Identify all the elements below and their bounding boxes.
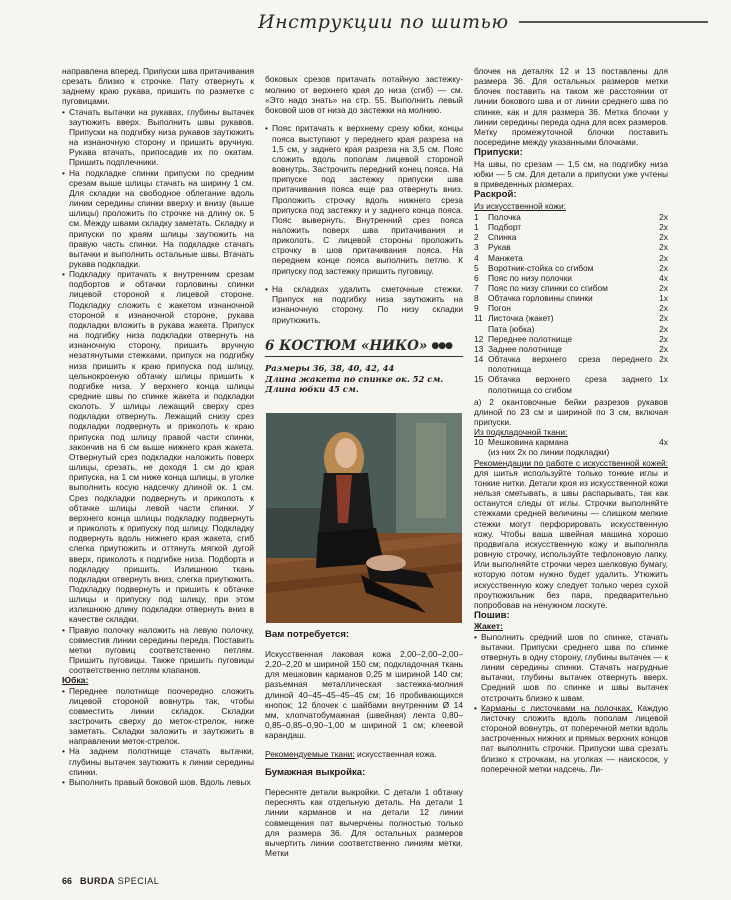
list-item <box>474 242 668 252</box>
item-number: 7 <box>474 282 479 293</box>
item-number: 1 <box>474 211 479 222</box>
header-title: Инструкции по шитью <box>258 11 509 33</box>
paragraph: направлена вперед. Припуски шва притачивания срезать близко к строчке. Пату отвернуть к заднему краю рукава, пришить по разметке с пуговицами. <box>62 66 254 107</box>
column-middle-bottom <box>265 628 463 860</box>
list-item <box>474 222 668 232</box>
item-name: Рукав <box>488 242 511 253</box>
item-quantity: 2x <box>659 211 668 222</box>
brand: BURDA <box>80 876 115 886</box>
item-number: 4 <box>474 252 479 263</box>
bullet-item: • Выполнить средний шов по спинке, стачать вытачки. Припуски среднего шва по спинке отвернуть в одну сторону, глубины вытачек — к линии середины спинки. Стачать нагрудные вытачки, глубины вытачек отвернуть вверх. Средний шов по спинке и швы вытачек отстрочить близко к швам. <box>474 632 668 703</box>
list-item <box>474 293 668 303</box>
magazine-name <box>80 876 159 886</box>
item-quantity: 2x <box>659 282 668 293</box>
list-item <box>474 212 668 222</box>
rec-heading: Рекомендации по работе с искусственной кожей: <box>474 457 668 468</box>
leather-heading: Из искусственной кожи: <box>474 200 566 211</box>
recommended-label: Рекомендуемые ткани: <box>265 748 355 759</box>
model-photo <box>266 413 462 623</box>
detail-a-text: а) 2 окантовочные бейки разрезов рукавов длиной по 23 см и шириной по 3 см, включая припуски. <box>474 396 668 427</box>
leather-recommendations <box>474 458 668 610</box>
list-item <box>474 324 668 334</box>
item-note: (из них 2х по линии подкладки) <box>488 447 610 458</box>
item-number: 11 <box>474 313 483 324</box>
need-heading: Вам потребуется: <box>265 629 350 640</box>
item-number: 1 <box>474 222 479 233</box>
item-quantity: 4x <box>659 437 668 448</box>
item-quantity: 1x <box>659 374 668 385</box>
item-quantity: 2x <box>659 333 668 344</box>
item-number: 6 <box>474 272 479 283</box>
pockets-label: Карманы с листочками на полочках. <box>481 702 633 713</box>
difficulty-dots-icon: ●●● <box>431 341 452 351</box>
item-quantity: 2x <box>659 313 668 324</box>
pockets-text: Каждую листочку сложить вдоль пополам лицевой стороной вовнутрь, от поперечной метки вдоль застроченных нижних и прямых верхних концов пат выполнить строчки. Припуски шва срезать близко к строчкам, на уголках — наискосок, у поперечной метки надсечь. Ли- <box>481 702 668 774</box>
jacket-length-line: Длина жакета по спинке ок. 52 см. <box>265 373 444 384</box>
brand-suffix: SPECIAL <box>117 876 160 886</box>
item-number: 9 <box>474 303 479 314</box>
item-quantity: 2x <box>659 343 668 354</box>
item-quantity: 1x <box>659 293 668 304</box>
item-number: 12 <box>474 333 484 344</box>
recommended-text: искусственная кожа. <box>354 748 437 759</box>
bullet-item <box>474 703 668 774</box>
list-item <box>474 253 668 263</box>
item-number: 14 <box>474 354 484 365</box>
item-name: Обтачка горловины спинки <box>488 293 593 304</box>
lining-heading: Из подкладочной ткани: <box>474 427 568 438</box>
paragraph: боковых срезов притачать потайную застежку-молнию от верхнего края до низа (сгиб) — см. «Это надо знать» на стр. 55. Выполнить левый боковой шов от низа до застежки на молнию. <box>265 74 463 115</box>
item-name: Пата (юбка) <box>488 323 535 334</box>
item-name: Полочка <box>488 211 521 222</box>
need-text: Искусственная лаковая кожа 2,00–2,00–2,00–2,20–2,20 м шириной 150 см; подкладочная ткань для мешковин карманов 0,25 м шириной 140 см; разъемная металлическая застежка-молния длиной 40–45–45–45–45 см; 16 пробивающихся кнопок; 12 блочек с шайбами внутренним Ø 14 мм, хлопчатобумажная (швейная) лента 0,80–0,85–0,85–0,90–1,00 м шириной 1 см; клеевой карандаш. <box>265 648 463 741</box>
cutting-heading: Раскрой: <box>474 189 517 201</box>
allowances-heading: Припуски: <box>474 147 523 159</box>
bullet-item: • Переднее полотнище поочередно сложить лицевой стороной вовнутрь так, чтобы совместить линии складок. Складки застрочить сверху до меток-стрелок, ниже заметать. Складки заложить и заутюжить в направлении меток-стрелок. <box>62 686 254 747</box>
item-name: Воротник-стойка со сгибом <box>488 262 594 273</box>
item-number <box>474 324 488 334</box>
item-name: Манжета <box>488 252 523 263</box>
bullet-item: • На заднем полотнище стачать вытачки, глубины вытачек заутюжить к линии середины спинки. <box>62 746 254 776</box>
item-number: 2 <box>474 232 479 243</box>
item-number: 10 <box>474 437 484 448</box>
bullet-item: • Пояс притачать к верхнему срезу юбки, концы пояса выступают у переднего края разреза на 1,5 см, у заднего края разреза на 3,5 см. Пояс сложить вдоль пополам лицевой стороной вовнутрь. Застрочить передний конец пояса. На припуске под застежку припуски шва притачивания пояса еще раз отвернуть вниз. Проложить строчку вдоль нижнего среза припуска под застежку и у заднего конца пояса. Пояс вывернуть. Внутренний срез пояса наложить поверх шва притачивания и приколоть. С лицевой стороны проложить строчку в шов притачивания пояса. На переднем конце пояса выполнить петлю. К припуску под застежку пришить пуговицу. <box>265 123 463 275</box>
list-item <box>474 263 668 273</box>
rec-text: для шитья используйте только тонкие иглы и тонкие нитки. Детали кроя из искусственной кожи нельзя сметывать, а швы распарывать, так как останутся следы от иглы. Строчки выполняйте стежками средней величины — слишком мелкие стежки могут перфорировать искусственную кожу. Чтобы ваша швейная машина хорошо продвигала искусственную кожу и выполняла ровную строчку, используйте тефлоновую лапку. Или выполняйте строчки через шелковую бумагу, которую потом нужно будет удалить. Утюжить искусственную кожу следует только через сухой проутюжильник без пара, предварительно попробовав на ненужном лоскуте. <box>474 467 668 610</box>
bullet-item: • На складках удалить сметочные стежки. Припуск на подгибку низа заутюжить на изнаночную сторону. По низу складки приутюжить. <box>265 284 463 325</box>
page-number: 66 <box>62 876 73 886</box>
item-name: Обтачка верхнего среза переднего полотнища <box>488 354 652 375</box>
list-item-note <box>474 447 668 457</box>
item-name: Спинка <box>488 232 517 243</box>
item-number: 13 <box>474 343 484 354</box>
costume-title-text: 6 КОСТЮМ «НИКО» <box>265 338 428 354</box>
item-name: Пояс по низу спинки со сгибом <box>488 282 608 293</box>
column-left <box>62 66 254 862</box>
page-footer <box>62 876 159 886</box>
list-item <box>474 374 668 394</box>
list-item <box>474 354 668 374</box>
bullet-item: • Выполнить правый боковой шов. Вдоль левых <box>62 777 254 787</box>
bullet-item: • Стачать вытачки на рукавах, глубины вытачек заутюжить вверх. Выполнить швы рукавов. Припуски на подгибку низа рукавов заутюжить на изнаночную сторону и пришить вручную. Рукава втачать, припосадив их по окатам. Пришить подплечники. <box>62 107 254 168</box>
item-quantity: 4x <box>659 272 668 283</box>
list-item <box>474 283 668 293</box>
bullet-item: • На подкладке спинки припуски по средним срезам выше шлицы стачать на ширину 1 см. Для складки на свободное облегание вдоль линии середины спинки вверху и внизу (выше шлицы) проложить по строчке на длину ок. 5 см. Между швами складку заметать. Складку и припуски по краям шлицы заутюжить на правую часть спинки. На подкладке стачать вытачки и выполнить остальные швы. Втачать рукава подкладки. <box>62 168 254 270</box>
list-item <box>474 344 668 354</box>
column-right <box>474 66 668 862</box>
sewing-heading: Пошив: <box>474 609 510 621</box>
paragraph: блочек на деталях 12 и 13 поставлены для размера 36. Для остальных размеров метки блочек поставить на таком же расстоянии от линии бокового шва и от линии среднего шва по спинке, как и для размера 36. Метка блочки у линии середины переда одна для всех размеров. Метку промежуточной блочки поставить посередине между указанными блочками. <box>474 66 668 148</box>
list-item <box>474 437 668 447</box>
item-quantity: 2x <box>659 232 668 243</box>
jacket-heading: Жакет: <box>474 621 504 632</box>
item-name: Обтачка верхнего среза заднего полотнища со сгибом <box>488 374 652 395</box>
item-name: Пояс по низу полочки <box>488 272 572 283</box>
item-quantity: 2x <box>659 242 668 253</box>
pattern-text: Пересняте детали выкройки. С детали 1 обтачку переснять как отдельную деталь. На детали 1 линии карманов и на детали 12 линии совмещения пат вычерчены полностью только для размера 36. Для остальных размеров вычертить линии соответственно линиям метки. Метки <box>265 787 463 859</box>
page-header <box>258 8 708 36</box>
list-item <box>474 232 668 242</box>
item-number: 5 <box>474 262 479 273</box>
recommended-fabrics <box>265 749 463 759</box>
item-quantity: 2x <box>659 303 668 314</box>
allowances-text: На швы, по срезам — 1,5 см, на подгибку низа юбки — 5 см. Для детали а припуски уже учтены в приведенных размерах. <box>474 158 668 190</box>
item-quantity: 2x <box>659 222 668 233</box>
skirt-length-line: Длина юбки 45 см. <box>265 384 359 394</box>
skirt-heading: Юбка: <box>62 675 89 686</box>
list-item <box>474 273 668 283</box>
bullet-item: • Правую полочку наложить на левую полочку, совместив линии середины переда. Поставить метки пуговиц соответственно петлям. Пришить пуговицы. Также пришить пуговицы соответственно петлям клапанов. <box>62 625 254 676</box>
item-number: 8 <box>474 293 479 304</box>
item-quantity: 2x <box>659 262 668 273</box>
item-name: Переднее полотнище <box>488 333 573 344</box>
item-name: Листочка (жакет) <box>488 313 554 324</box>
list-item <box>474 334 668 344</box>
costume-title <box>265 338 463 357</box>
item-number: 15 <box>474 374 484 385</box>
costume-info <box>265 363 463 395</box>
pattern-heading: Бумажная выкройка: <box>265 767 366 779</box>
item-quantity: 2x <box>659 354 668 365</box>
item-name: Заднее полотнище <box>488 343 562 354</box>
costume-block <box>265 338 463 395</box>
column-middle-top <box>265 66 463 336</box>
item-quantity: 2x <box>659 252 668 263</box>
item-quantity: 2x <box>659 323 668 334</box>
header-rule <box>519 21 708 23</box>
item-name: Мешковина кармана <box>488 437 569 448</box>
sizes-line: Размеры 36, 38, 40, 42, 44 <box>265 363 395 373</box>
list-item <box>474 313 668 323</box>
list-item <box>474 303 668 313</box>
item-name: Погон <box>488 303 511 314</box>
item-name: Подборт <box>488 222 522 233</box>
bullet-item: • Подкладку притачать к внутренним срезам подбортов и обтачки горловины спинки лицевой стороной к лицевой стороне. Подкладку сложить с жакетом изнаночной стороной к изнаночной стороне, рукава подкладки вложить в рукава жакета. Припуск на подгибку низа подкладки отвернуть на изнаночную сторону, пришить вручную незатянутыми стежками, припуск на подгибку низа пришить к краю припуска под шлицу, цельнокроеную обтачку шлицы пришить к подгибке низа. У верхнего конца шлицы средние швы по спинке жакета и подкладки сколоть. У шлицы лежащий сверху срез подкладки отвернуть. Лежащий снизу срез подкладки подвернуть и приколоть к краю припуска под шлицу правой части спинки, закончив на 6 см выше нижнего края жакета. Отвернутый срез подкладки наложить поверх шлицы, срезать, не доходя 1 см до края припуска, на 1 см ниже конца шлицы, в уголке выполнить косую надсечку длиной ок. 1 см. Срез подкладки подвернуть и приколоть к обтачке шлицы левой части спинки. У верхнего конца шлицы подкладку подвернуть и приколоть к припуску под шлицу. Подкладку подвернуть вдоль нижнего края жакета, сгиб слегка приутюжить и оттянуть мягкой дугой вверх, приколоть к подгибке низа. Подборта и подкладку пришить. Излишнюю ткань подкладки отвернуть вниз, слегка приутюжить. Подкладку подвернуть и пришить к обтачке шлицы и припуску под шлицу, при этом излишнюю длину подкладки отвернуть вниз в качестве складки. <box>62 269 254 624</box>
item-number: 3 <box>474 242 479 253</box>
cutting-list <box>474 212 668 395</box>
